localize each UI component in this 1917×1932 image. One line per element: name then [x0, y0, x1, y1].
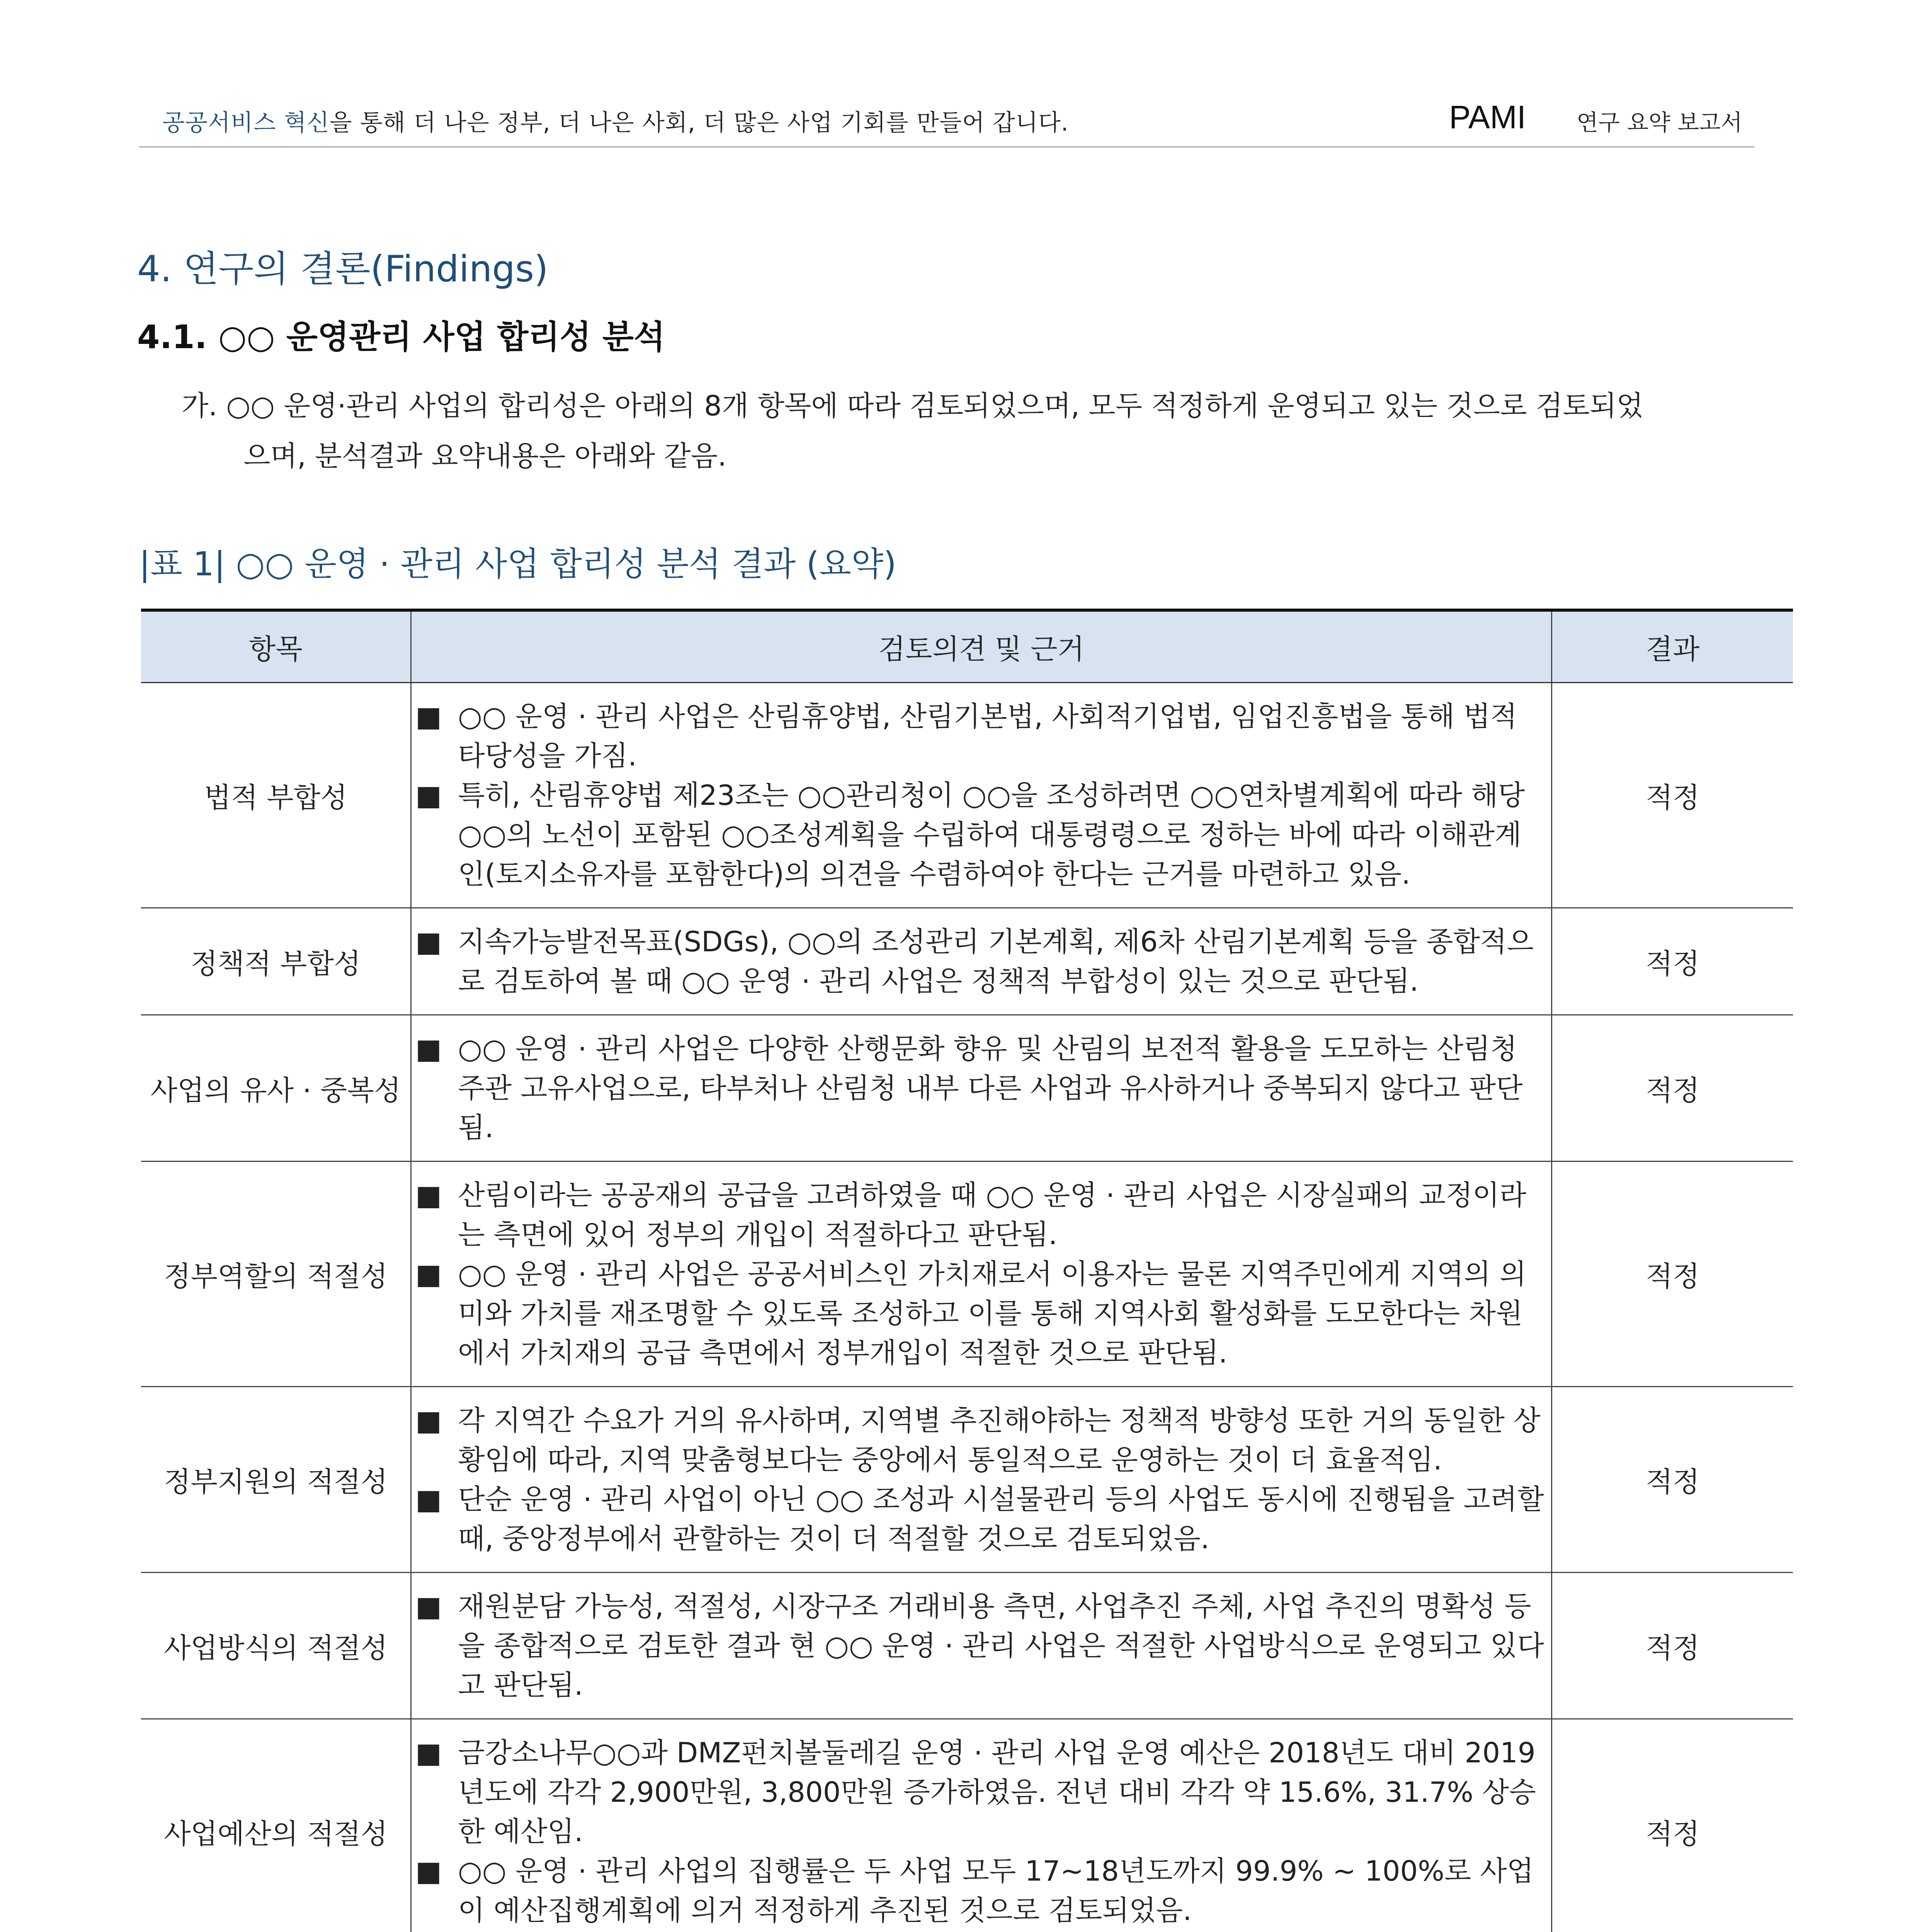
bullet-square-icon: ■	[415, 1404, 442, 1437]
bullet-text: ■ ○○ 운영 · 관리 사업은 다양한 산행문화 향유 및 산림의 보전적 활용을 도모하는 산림청 주관 고유사업으로, 타부처나 산림청 내부 다른 사업과 유사하거나 중복되지 않다고 판단됨.	[415, 1029, 1547, 1147]
row-review	[411, 1015, 1551, 1162]
bullet-text: ■ 각 지역간 수요가 거의 유사하며, 지역별 추진해야하는 정책적 방향성 또한 거의 동일한 상황임에 따라, 지역 맞춤형보다는 중앙에서 통일적으로 운영하는 것이 더 효율적임.	[415, 1401, 1547, 1480]
header-brand: PAMI	[1449, 99, 1526, 135]
analysis-table	[141, 609, 1793, 1932]
row-result: 적정	[1552, 1015, 1793, 1162]
row-review	[411, 1162, 1551, 1387]
row-item: 법적 부합성	[141, 683, 411, 908]
row-result: 적정	[1552, 1162, 1793, 1387]
bullet-square-icon: ■	[415, 1483, 442, 1515]
bullet-text: ■ 금강소나무○○과 DMZ펀치볼둘레길 운영 · 관리 사업 운영 예산은 2018년도 대비 2019년도에 각각 2,900만원, 3,800만원 증가하였음. 전년 대비 각각 약 15.6%, 31.7% 상승한 예산임.	[415, 1733, 1547, 1851]
table-caption: |표 1| ○○ 운영 · 관리 사업 합리성 분석 결과 (요약)	[139, 545, 896, 583]
column-header-review: 검토의견 및 근거	[411, 610, 1551, 683]
bullet-text: ■ 지속가능발전목표(SDGs), ○○의 조성관리 기본계획, 제6차 산림기본계획 등을 종합적으로 검토하여 볼 때 ○○ 운영 · 관리 사업은 정책적 부합성이 있는 것으로 판단됨.	[415, 922, 1547, 1001]
header-tagline-accent: 공공서비스 혁신	[162, 109, 330, 136]
row-review	[411, 908, 1551, 1015]
bullet-square-icon: ■	[415, 1179, 442, 1211]
bullet-square-icon: ■	[415, 700, 442, 733]
table-row	[141, 1162, 1793, 1387]
row-review	[411, 1573, 1551, 1719]
table-row	[141, 1573, 1793, 1719]
row-item: 정부지원의 적절성	[141, 1387, 411, 1573]
bullet-text: ■ ○○ 운영 · 관리 사업은 산림휴양법, 산림기본법, 사회적기업법, 임업진흥법을 통해 법적 타당성을 가짐.	[415, 697, 1547, 776]
column-header-result: 결과	[1552, 610, 1793, 683]
page-header	[139, 89, 1754, 147]
table-row	[141, 1719, 1793, 1932]
row-result: 적정	[1552, 1573, 1793, 1719]
bullet-square-icon: ■	[415, 1590, 442, 1622]
bullet-text: ■ ○○ 운영 · 관리 사업은 공공서비스인 가치재로서 이용자는 물론 지역주민에게 지역의 의미와 가치를 재조명할 수 있도록 조성하고 이를 통해 지역사회 활성화를 도모한다는 차원에서 가치재의 공급 측면에서 정부개입이 적절한 것으로 판단됨.	[415, 1254, 1547, 1372]
table-row	[141, 683, 1793, 908]
bullet-square-icon: ■	[415, 925, 442, 958]
row-item: 사업의 유사 · 중복성	[141, 1015, 411, 1162]
row-review	[411, 1387, 1551, 1573]
table-row	[141, 1387, 1793, 1573]
bullet-text: ■ 특히, 산림휴양법 제23조는 ○○관리청이 ○○을 조성하려면 ○○연차별계획에 따라 해당 ○○의 노선이 포함된 ○○조성계획을 수립하여 대통령령으로 정하는 바에 따라 이해관계인(토지소유자를 포함한다)의 의견을 수렴하여야 한다는 근거를 마련하고 있음.	[415, 776, 1547, 894]
bullet-text: ■ 산림이라는 공공재의 공급을 고려하였을 때 ○○ 운영 · 관리 사업은 시장실패의 교정이라는 측면에 있어 정부의 개입이 적절하다고 판단됨.	[415, 1175, 1547, 1254]
table-row	[141, 1015, 1793, 1162]
bullet-square-icon: ■	[415, 1032, 442, 1065]
row-item: 사업방식의 적절성	[141, 1573, 411, 1719]
bullet-text: ■ 재원분담 가능성, 적절성, 시장구조 거래비용 측면, 사업추진 주체, 사업 추진의 명확성 등을 종합적으로 검토한 결과 현 ○○ 운영 · 관리 사업은 적절한 사업방식으로 운영되고 있다고 판단됨.	[415, 1587, 1547, 1705]
subsection-title: 4.1. ○○ 운영관리 사업 합리성 분석	[137, 318, 665, 356]
header-tagline	[162, 104, 1069, 138]
header-divider	[139, 146, 1754, 148]
row-result: 적정	[1552, 1387, 1793, 1573]
row-result: 적정	[1552, 908, 1793, 1015]
table-header-row	[141, 610, 1793, 683]
column-header-item: 항목	[141, 610, 411, 683]
bullet-text: ■ 단순 운영 · 관리 사업이 아닌 ○○ 조성과 시설물관리 등의 사업도 동시에 진행됨을 고려할 때, 중앙정부에서 관할하는 것이 더 적절할 것으로 검토되었음.	[415, 1480, 1547, 1558]
bullet-square-icon: ■	[415, 779, 442, 811]
bullet-square-icon: ■	[415, 1736, 442, 1769]
section-title: 4. 연구의 결론(Findings)	[137, 248, 548, 290]
row-item: 정책적 부합성	[141, 908, 411, 1015]
row-item: 사업예산의 적절성	[141, 1719, 411, 1932]
row-review	[411, 1719, 1551, 1932]
bullet-text: ■ ○○ 운영 · 관리 사업의 집행률은 두 사업 모두 17~18년도까지 99.9% ~ 100%로 사업이 예산집행계획에 의거 적정하게 추진된 것으로 검토되었음.	[415, 1851, 1547, 1930]
header-doc-type: 연구 요약 보고서	[1577, 109, 1743, 136]
intro-paragraph-line-1: 가. ○○ 운영·관리 사업의 합리성은 아래의 8개 항목에 따라 검토되었으며, 모두 적정하게 운영되고 있는 것으로 검토되었	[182, 389, 1643, 422]
bullet-square-icon: ■	[415, 1258, 442, 1290]
bullet-square-icon: ■	[415, 1855, 442, 1887]
header-tagline-rest: 을 통해 더 나은 정부, 더 나은 사회, 더 많은 사업 기회를 만들어 갑니다.	[329, 109, 1069, 136]
intro-paragraph-line-2: 으며, 분석결과 요약내용은 아래와 같음.	[243, 440, 727, 472]
row-result: 적정	[1552, 1719, 1793, 1932]
row-review	[411, 683, 1551, 908]
row-result: 적정	[1552, 683, 1793, 908]
intro-paragraph	[182, 381, 1797, 481]
row-item: 정부역할의 적절성	[141, 1162, 411, 1387]
table-row	[141, 908, 1793, 1015]
